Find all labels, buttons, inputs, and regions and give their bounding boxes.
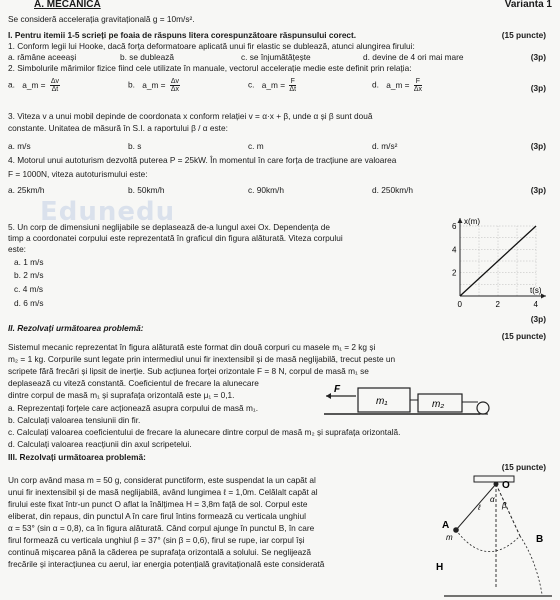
chart-x-tick: 0 [457, 300, 462, 309]
q2-d-den: Δx [413, 86, 423, 93]
q2-c-den: Δt [289, 86, 297, 93]
height-label: H [436, 562, 444, 573]
q5-option-b: b. 2 m/s [14, 270, 44, 280]
q2-a-num: Δv [50, 78, 60, 85]
string-to-b [496, 484, 520, 536]
pulley [477, 402, 489, 414]
q2-b-lhs: a_m = [142, 79, 166, 90]
block-m2-label: m₂ [432, 399, 445, 410]
intro-text: Se consideră accelerația gravitațională g = 10m/s². [8, 14, 195, 24]
q2-options [8, 78, 546, 100]
q2-a-den: Δt [51, 86, 59, 93]
force-label: F [334, 384, 341, 395]
variant-label: Varianta 1 [504, 0, 552, 10]
chart-y-tick: 2 [452, 268, 457, 278]
chart-x-label: t(s) [530, 286, 542, 295]
part2-item-c: c. Calculați valoarea coeficientului de frecare la alunecare dintre corpul de masă m₂ și suprafața orizontală. [8, 427, 401, 437]
part3-title: III. Rezolvați următoarea problemă: [8, 452, 146, 462]
q3-option-b: b. s [128, 141, 142, 151]
q5-option-d: d. 6 m/s [14, 298, 44, 308]
part3-text-8: frecările și interacțiunea cu aerul, iar energia potențială gravitațională este considerată [8, 559, 325, 569]
q2-b-num: Δv [170, 78, 180, 85]
q2-c-lhs: a_m = [261, 79, 286, 90]
q4-option-d: d. 250km/h [372, 185, 414, 195]
part1-title-text: I. Pentru itemii 1-5 scrieți pe foaia de răspuns litera corespunzătoare răspunsului corect. [8, 30, 357, 40]
force-arrow-head [326, 393, 331, 399]
block-m1-label: m₁ [376, 396, 388, 407]
part2-text-3: scripete fără frecări și lipsit de inerție. Sub acțiunea forței orizontale F = 8 N, corpul de masă m₁ se [8, 366, 369, 376]
chart-y-tick: 4 [452, 245, 457, 255]
part2-text-2: m₂ = 1 kg. Corpurile sunt legate prin intermediul unui fir inextensibil și de masă neglijabilă, trecut peste un [8, 354, 396, 364]
part2-title-text: II. Rezolvați următoarea problemă: [8, 323, 144, 333]
chart-y-label: x(m) [464, 217, 480, 226]
part3-text-2: unui fir inextensibil și de masă neglijabilă, având lungimea ℓ = 1,0m. Celălalt capăt al [8, 487, 318, 497]
part2-pulley-figure [320, 380, 496, 420]
point-b-label: B [536, 534, 544, 545]
part2-item-a: a. Reprezentați forțele care acționează asupra corpului de masă m₁. [8, 403, 258, 413]
part1-points: (15 puncte) [501, 30, 546, 40]
watermark-logo: Edunedu [40, 197, 176, 227]
part3-points: (15 puncte) [501, 462, 546, 472]
q2-points: (3p) [530, 83, 546, 93]
chart-y-tick: 6 [452, 222, 457, 231]
swing-arc [456, 530, 520, 552]
q2-d-letter: d. [372, 79, 379, 90]
q2-d-frac [414, 78, 422, 93]
q2-c-letter: c. [248, 79, 255, 90]
q5-text-3: este: [8, 244, 26, 254]
q4-text-1: 4. Motorul unui autoturism dezvoltă puterea P = 25kW. În momentul în care forța de tracțiune are valoarea [8, 155, 397, 165]
part2-text-1: Sistemul mecanic reprezentat în figura alăturată este format din două corpuri cu masele m₁ = 2 kg și [8, 342, 376, 352]
q5-text-2: timp a coordonatei corpului este reprezentată în graficul din figura alăturată. Viteza corpului [8, 233, 343, 243]
q4-option-a: a. 25km/h [8, 185, 45, 195]
q3-text-2: constante. Unitatea de măsură în S.I. a raportului β / α este: [8, 123, 228, 133]
q2-option-b [128, 78, 182, 93]
chart-y-arrow [458, 218, 463, 223]
part2-points: (15 puncte) [501, 331, 546, 341]
part2-text-4: deplasează cu viteză constantă. Coeficientul de frecare la alunecare [8, 378, 259, 388]
part2-item-d: d. Calculați valoarea reacțiunii din axul scripetelui. [8, 439, 192, 449]
q5-option-a: a. 1 m/s [14, 257, 44, 267]
q3-text-1: 3. Viteza v a unui mobil depinde de coordonata x conform relației v = α·x + β, unde α și β sunt două [8, 111, 373, 121]
part3-pendulum-figure [436, 470, 556, 600]
q5-option-c: c. 4 m/s [14, 284, 44, 294]
part3-text-7: continuă mișcarea până la căderea pe suprafața orizontală a solului. Se neglijează [8, 547, 312, 557]
q5-position-time-chart [446, 210, 554, 314]
q2-a-frac [50, 78, 60, 93]
q4-points: (3p) [530, 185, 546, 195]
q3-points: (3p) [530, 141, 546, 151]
q4-option-b: b. 50km/h [128, 185, 165, 195]
part3-text-3: firului este fixat într-un punct O aflat la înălțimea H = 3,8m față de sol. Corpul este [8, 499, 308, 509]
q2-a-lhs: a_m = [22, 79, 46, 90]
q2-option-c [248, 78, 298, 93]
chart-x-arrow [541, 294, 546, 299]
q1-option-c: c. se înjumătățește [241, 52, 311, 62]
mass-label: m [446, 533, 453, 542]
part1-title [8, 30, 546, 41]
q1-option-a: a. rămâne aceeași [8, 52, 77, 62]
part2-title [8, 323, 546, 334]
q2-a-letter: a. [8, 79, 15, 90]
q2-b-frac [170, 78, 180, 93]
q5-text-1: 5. Un corp de dimensiuni neglijabile se deplasează de-a lungul axei Ox. Dependența de [8, 222, 330, 232]
part2-text-5: dintre corpul de masă m₁ și suprafața orizontală este μ₁ = 0,1. [8, 390, 235, 400]
q1-option-d: d. devine de 4 ori mai mare [363, 52, 464, 62]
q1-option-b: b. se dublează [120, 52, 174, 62]
part3-text-6: firul formează cu verticala unghiul β = 37° (sin β = 0,6), firul se rupe, iar corpul își [8, 535, 305, 545]
q1-text: 1. Conform legii lui Hooke, dacă forța deformatoare aplicată unui fir elastic se dublează, atunci alungirea firului: [8, 41, 415, 51]
q3-option-c: c. m [248, 141, 264, 151]
point-o-label: O [502, 480, 510, 491]
q1-points: (3p) [530, 52, 546, 62]
q2-option-d [372, 78, 424, 93]
q3-option-a: a. m/s [8, 141, 31, 151]
chart-x-tick: 4 [533, 300, 538, 309]
q2-d-num: F [415, 78, 421, 85]
q3-option-d: d. m/s² [372, 141, 398, 151]
part3-text-4: eliberat, din repaus, din punctul A în care firul întins formează cu verticala unghiul [8, 511, 306, 521]
length-label: ℓ [478, 503, 481, 512]
point-a-label: A [442, 520, 450, 531]
section-title: A. MECANICA [34, 0, 101, 10]
part3-text-1: Un corp având masa m = 50 g, considerat punctiform, este suspendat la un capăt al [8, 475, 316, 485]
part2-item-b: b. Calculați valoarea tensiunii din fir. [8, 415, 141, 425]
q4-text-2: F = 1000N, viteza autoturismului este: [8, 169, 148, 179]
string-to-a [456, 484, 496, 530]
q2-c-frac [289, 78, 296, 93]
beta-label: β [502, 501, 507, 510]
q2-c-num: F [290, 78, 295, 85]
q5-points: (3p) [530, 314, 546, 324]
part3-text-5: α = 53° (sin α = 0,8), ca în figura alăturată. Când corpul ajunge în punctul B, în care [8, 523, 315, 533]
q4-option-c: c. 90km/h [248, 185, 284, 195]
q2-d-lhs: a_m = [386, 79, 410, 90]
q2-option-a [8, 78, 62, 93]
q2-text: 2. Simbolurile mărimilor fizice fiind cele utilizate în manuale, vectorul accelerație medie este definit prin relația: [8, 63, 412, 73]
chart-x-tick: 2 [495, 300, 500, 309]
q2-b-den: Δx [170, 86, 180, 93]
alpha-label: α [490, 495, 495, 504]
q2-b-letter: b. [128, 79, 135, 90]
